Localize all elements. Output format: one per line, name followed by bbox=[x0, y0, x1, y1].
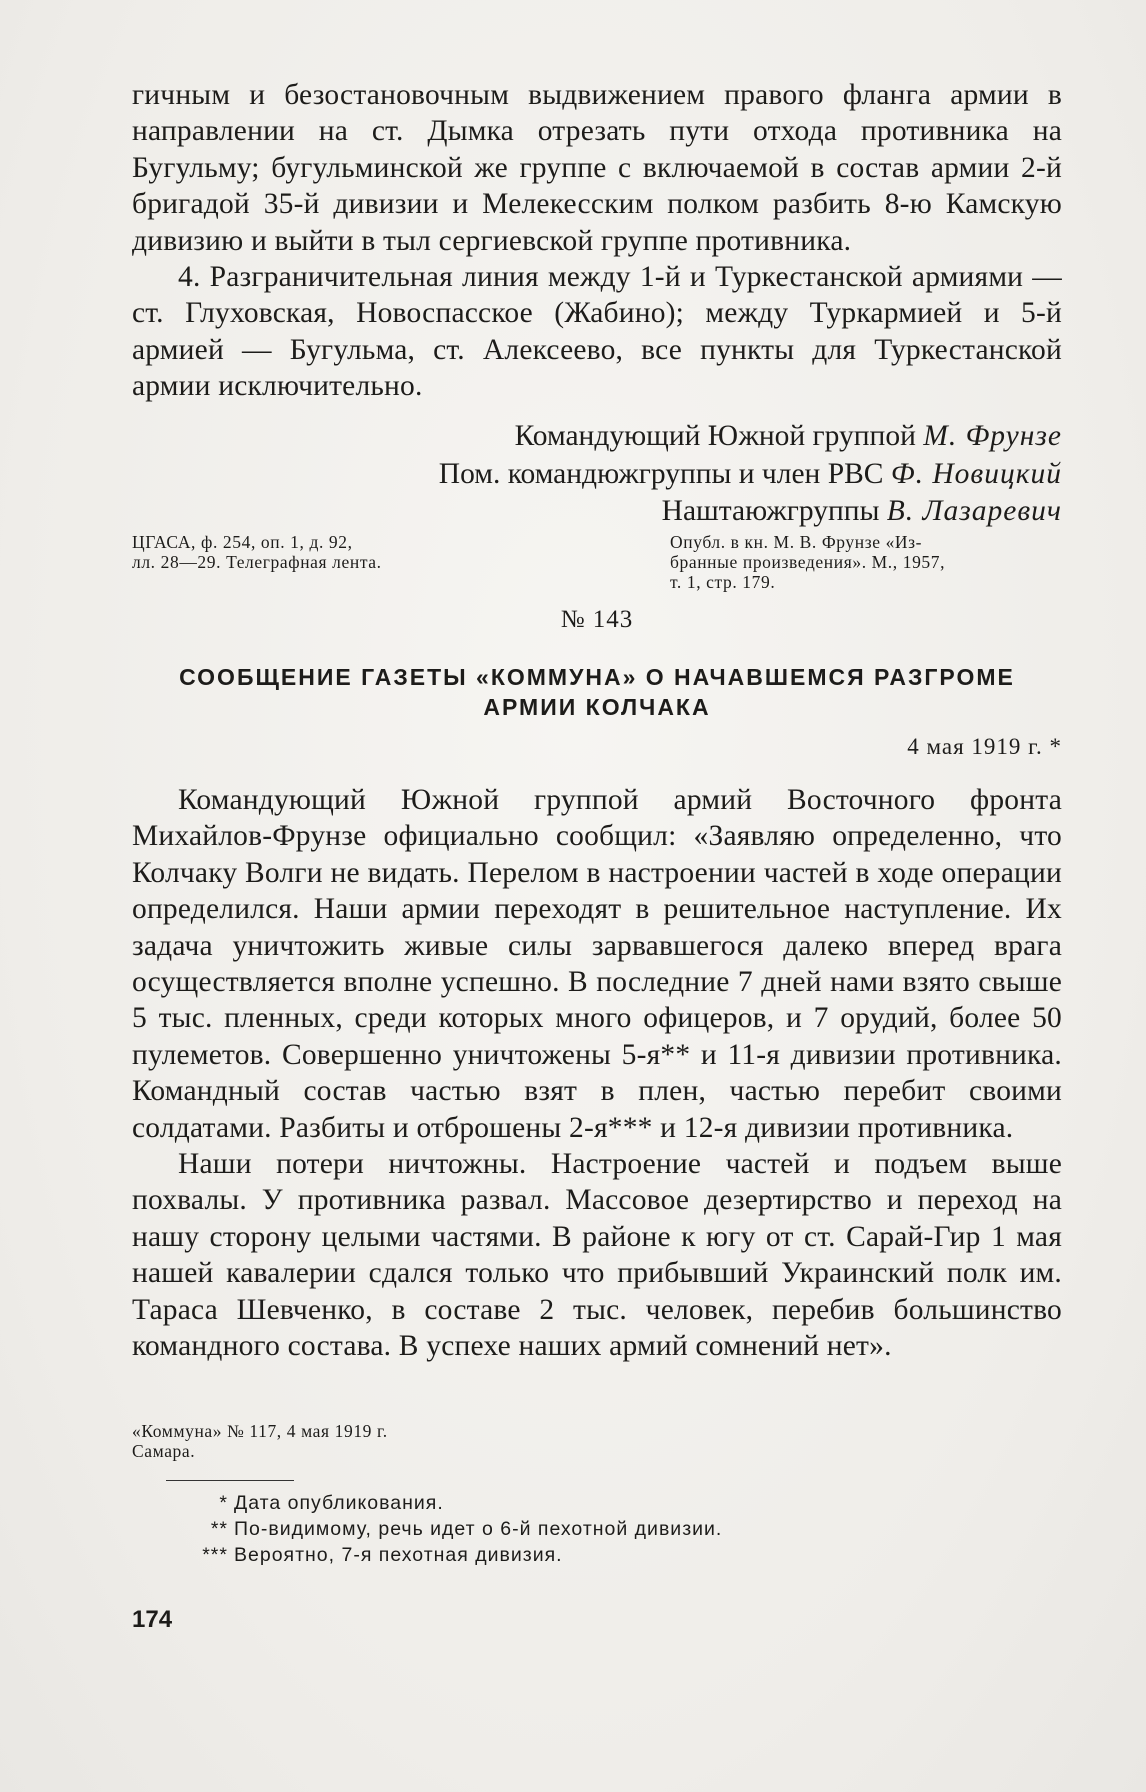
footnote-item: * Дата опубликования. bbox=[219, 1492, 444, 1514]
archive-source-note: ЦГАСА, ф. 254, оп. 1, д. 92, лл. 28—29. Телеграфная лента. bbox=[132, 532, 382, 572]
paragraph-losses: Наши потери ничтожны. Настроение частей и подъем выше похвалы. У противника развал. Массовое дезертирство и переход на нашу сторону целыми частями. В районе к югу от ст. Сарай-Гир 1 мая нашей кавалерии сдался только что прибывший Украинский полк им. Тараса Шевченко, в составе 2 тыс. человек, перебив большинство командного состава. В успехе наших армий сомнений нет». bbox=[132, 1148, 1062, 1363]
footnote-divider bbox=[166, 1480, 294, 1481]
publication-source-note: Опубл. в кн. М. В. Фрунзе «Из- бранные произведения». М., 1957, т. 1, стр. 179. bbox=[670, 532, 946, 592]
paragraph-continuation: гичным и безостановочным выдвижением правого фланга армии в направлении на ст. Дымка отрезать пути отхода противника на Бугульму; бугульминской же группе с включаемой в состав армии 2-й бригадой 35-й дивизии и Мелекесским полком разбить 8-ю Камскую дивизию и выйти в тыл сергиевской группе противника. bbox=[132, 79, 1062, 257]
signature-line: Командующий Южной группой М. Фрунзе bbox=[514, 420, 1062, 452]
footnotes bbox=[180, 1490, 1060, 1568]
footnote-item: ** По-видимому, речь идет о 6-й пехотной дивизии. bbox=[210, 1518, 723, 1540]
paragraph-main: Командующий Южной группой армий Восточного фронта Михайлов-Фрунзе официально сообщил: «Заявляю определенно, что Колчаку Волги не видать. Перелом в настроении частей в ходе операции определился. Наши армии переходят в решительное наступление. Их задача уничтожить живые силы зарвавшегося далеко вперед врага осуществляется вполне успешно. В последние 7 дней нами взято свыше 5 тыс. пленных, среди которых много офицеров, и 7 орудий, более 50 пулеметов. Совершенно уничтожены 5-я** и 11-я дивизии противника. Командный состав частью взят в плен, частью перебит своими солдатами. Разбиты и отброшены 2-я*** и 12-я дивизии противника. bbox=[132, 784, 1062, 1144]
document-number: № 143 bbox=[560, 606, 634, 633]
document-heading: СООБЩЕНИЕ ГАЗЕТЫ «КОММУНА» О НАЧАВШЕМСЯ РАЗГРОМЕ АРМИИ КОЛЧАКА bbox=[179, 664, 1015, 720]
footnote-item: *** Вероятно, 7-я пехотная дивизия. bbox=[202, 1544, 563, 1566]
document-date: 4 мая 1919 г. * bbox=[907, 734, 1062, 759]
paragraph-boundary-line: 4. Разграничительная линия между 1-й и Туркестанской армиями — ст. Глуховская, Новоспасское (Жабино); между Туркармией и 5-й армией — Бугульма, ст. Алексеево, все пункты для Туркестанской армии исключительно. bbox=[132, 261, 1062, 403]
page-number: 174 bbox=[132, 1606, 173, 1633]
signature-line: Наштаюжгруппы В. Лазаревич bbox=[661, 495, 1062, 527]
signature-line: Пом. командюжгруппы и член РВС Ф. Новицкий bbox=[438, 457, 1062, 490]
newspaper-source-note: «Коммуна» № 117, 4 мая 1919 г. Самара. bbox=[132, 1421, 388, 1461]
document-body bbox=[132, 782, 1062, 1365]
